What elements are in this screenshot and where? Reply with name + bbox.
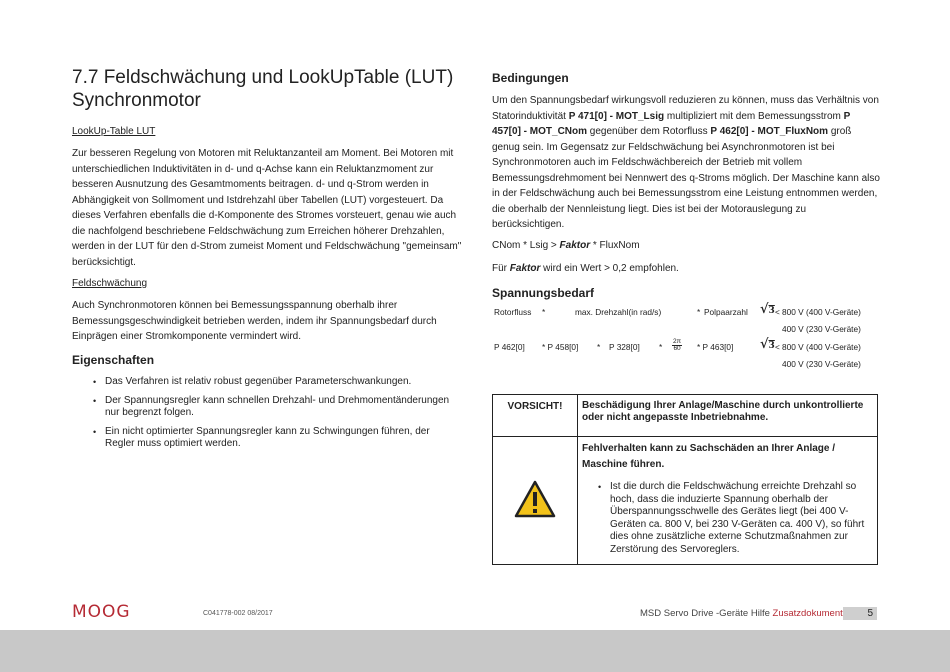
eigenschaften-list	[89, 376, 451, 457]
term-polpaarzahl: Polpaarzahl	[704, 307, 748, 317]
bedingungen-heading: Bedingungen	[492, 71, 569, 85]
operator: *	[542, 307, 546, 317]
warning-box	[492, 394, 878, 565]
less-than: <	[775, 342, 780, 352]
moog-logo: MOOG	[72, 602, 131, 622]
list-item: • Das Verfahren ist relativ robust gegenüber Parameterschwankungen.	[89, 376, 451, 389]
sqrt3-symbol: √3	[760, 302, 775, 317]
formula-line: CNom * Lsig > Faktor * FluxNom	[492, 240, 640, 251]
list-item: • Der Spannungsregler kann schnellen Drehzahl- und Drehmomentänderungen nur begrenzt folgen.	[89, 395, 451, 420]
page-number: 5	[843, 607, 877, 620]
warning-label: VORSICHT!	[493, 395, 578, 437]
operator: *	[697, 307, 701, 317]
feldschwaechung-paragraph: Auch Synchronmotoren können bei Bemessungsspannung oberhalb ihrer Bemessungsgeschwindigkeit betrieben werden, indem ihr Spannungsbedarf durch Einprägen einer Stromkomponente vermindert wird.	[72, 300, 437, 342]
voltage-limit: 400 V (230 V-Geräte)	[782, 359, 861, 369]
sqrt3-symbol: √3	[760, 337, 775, 352]
fraction-2pi-60: $\frac{2\pi}{60}$	[673, 337, 682, 353]
list-item: • Ein nicht optimierter Spannungsregler kann zu Schwingungen führen, der Regler muss optimiert werden.	[89, 426, 451, 451]
warning-subheader: Fehlverhalten kann zu Sachschäden an Ihrer Anlage / Maschine führen.	[582, 443, 836, 470]
less-than: <	[775, 307, 780, 317]
term-rotorfluss: Rotorfluss	[494, 307, 532, 317]
warning-body	[578, 437, 878, 565]
operator: *	[659, 342, 663, 352]
list-item: • Ist die durch die Feldschwächung erreichte Drehzahl so hoch, dass die induzierte Spannung oberhalb der Überspannungsschwelle des Gerätes liegt (bei 400 V-Geräten ca. 800 V, bei 230 V-Geräten ca. 400 V), so führt dies ohne zusätzliche externe Schutzmaßnahmen zur Zerstörung des Servoreglers.	[594, 481, 873, 556]
doc-title: MSD Servo Drive -Geräte Hilfe Zusatzdokument	[640, 608, 843, 619]
voltage-limit: 400 V (230 V-Geräte)	[782, 324, 861, 334]
page-title: 7.7 Feldschwächung und LookUpTable (LUT) Synchronmotor	[72, 67, 454, 111]
faktor-recommendation: Für Faktor wird ein Wert > 0,2 empfohlen.	[492, 263, 679, 274]
voltage-limit: 800 V (400 V-Geräte)	[782, 307, 861, 317]
term-p462: P 462[0]	[494, 342, 525, 352]
term-max-drehzahl: max. Drehzahl(in rad/s)	[575, 307, 662, 317]
operator: *	[597, 342, 601, 352]
term-p328: P 328[0]	[609, 342, 640, 352]
warning-header: Beschädigung Ihrer Anlage/Maschine durch unkontrollierte oder nicht angepasste Inbetriebnahme.	[578, 395, 878, 437]
term-p458: * P 458[0]	[542, 342, 579, 352]
voltage-limit: 800 V (400 V-Geräte)	[782, 342, 861, 352]
bedingungen-paragraph: Um den Spannungsbedarf wirkungsvoll reduzieren zu können, muss das Verhältnis von Statorinduktivität P 471[0] - MOT_Lsig multipliziert mit dem Bemessungsstrom P 457[0] - MOT_CNom gegenüber dem Rotorfluss P 462[0] - MOT_FluxNom groß genug sein. Im Gegensatz zur Feldschwächung bei Asynchronmotoren ist bei Synchronmotoren auch im Feldschwächbereich der Betrieb mit vollem Bemessungsdrehmoment bei Nennwert des q-Stroms möglich. Der Maschine kann also in der Feldschwächung auch bei Bemessungsstrom eine Leistung entnommen werden, die oberhalb der Nennleistung liegt. Dies ist bei der Motorauslegung zu berücksichtigen.	[492, 95, 880, 230]
eigenschaften-heading: Eigenschaften	[72, 353, 155, 367]
spannungsbedarf-heading: Spannungsbedarf	[492, 286, 595, 300]
lut-heading: LookUp-Table LUT	[72, 126, 156, 137]
lut-paragraph: Zur besseren Regelung von Motoren mit Reluktanzanteil am Moment. Bei Motoren mit unterschiedlichen Induktivitäten in d- und q-Achse kann ein Reluktanzmoment zur besseren Ausnutzung des Gesamtmoments beitragen. d- und q-Strom werden in Abhängigkeit von Sollmoment und Istdrehzahl über Tabellen (LUT) vorgesteuert. Da dieses Verfahren ebenfalls die d-Komponente des Stromes vorsteuert, genau wie auch die nachfolgend beschriebene Feldschwächung zum Erreichen höherer Drehzahlen, werden in der LUT für den d-Strom zumeist Moment und Feldschwächung "gemeinsam" berücksichtigt.	[72, 148, 462, 268]
feldschwaechung-heading: Feldschwächung	[72, 278, 148, 289]
warning-triangle-icon	[493, 437, 578, 565]
term-p463: * P 463[0]	[697, 342, 734, 352]
doc-id: C041778-002 08/2017	[203, 610, 273, 617]
